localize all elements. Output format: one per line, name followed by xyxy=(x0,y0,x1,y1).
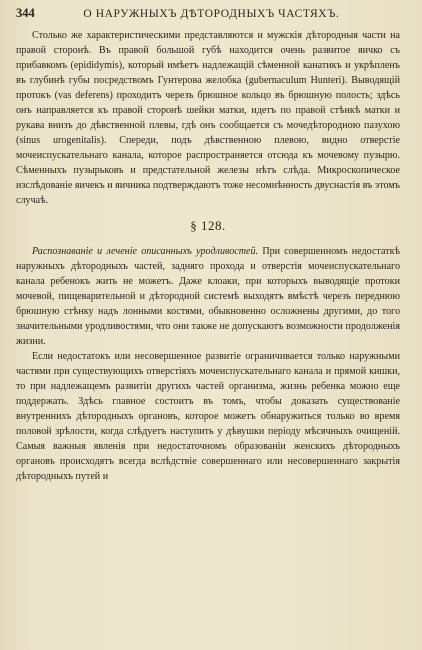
running-head xyxy=(16,6,400,24)
running-title: О НАРУЖНЫХЪ ДѢТОРОДНЫХЪ ЧАСТЯХЪ. xyxy=(83,8,340,20)
paragraph-hermaphrodite-description: Столько же характеристическими представляются и мужскія дѣтородныя части на правой сторонѣ. Въ правой большой губѣ находится очень развитое яичко съ прибавкомъ (epididymis), который имѣетъ надлежащій сѣменной канатикъ и укрѣпленъ въ глубинѣ губы посредствомъ Гунтерова желобка (gubernaculum Hunteri). Выводящій протокъ (vas deferens) проходитъ черезъ брюшное кольцо въ брюшную полость; здѣсь онъ направляется къ правой сторонѣ шейки матки, идетъ по правой стѣнкѣ матки и рукава внизъ до дѣвственной плевы, гдѣ онъ сообщается съ мочедѣтородною пазухою (sinus urogenitalis). Спереди, подъ дѣвственною плевою, видно отверстіе мочеиспускательнаго канала, которое распространяется отсюда къ мочевому пузырю. Сѣменныхъ пузырьковъ и предстательной железы нѣтъ слѣда. Микроскопическое изслѣдованіе яичекъ и яичника подтверждаютъ тоже несомнѣнность двуснастія въ этомъ случаѣ. xyxy=(16,30,400,206)
section-heading-italic: Распознаваніе и леченіе описанныхъ уродливостей. xyxy=(32,246,259,257)
section-number: § 128. xyxy=(190,218,226,233)
paragraph-external-defects: Если недостатокъ или несовершенное развитіе ограничивается только наружными частями при существующихъ отверстіяхъ мочеиспускательнаго канала и прямой кишки, то при надлежащемъ развитіи другихъ частей организма, жизнь ребенка можно еще поддержать. Здѣсь главное состоитъ въ томъ, чтобы доказать существованіе внутреннихъ дѣтородныхъ органовъ, которое можетъ обнаружиться только во время половой зрѣлости, когда слѣдуетъ наступить у дѣвушки періоду мѣсячныхъ очищеній. Самыя важныя явленія при недостаточномъ образованіи женскихъ дѣтородныхъ органовъ происходятъ всегда вслѣдствіе совершеннаго или несовершеннаго закрытія дѣтородныхъ путей и xyxy=(16,351,400,482)
paragraph-diagnosis-treatment xyxy=(16,244,400,349)
page-number: 344 xyxy=(16,6,35,20)
section-paragraph-text: При совершенномъ недостаткѣ наружныхъ дѣтородныхъ частей, задняго прохода и отверстія мочеиспускательнаго канала ребенокъ жить не можетъ. Даже клоаки, при которыхъ выводящіе протоки мочевой, пищеварительной и дѣтородной системѣ выходятъ вмѣстѣ черезъ переднюю брюшную стѣнку надъ лонными костями, обыкновенно осложнены другими, до того значительными уродливостями, что они также не допускаютъ возможности продолженія жизни. xyxy=(16,246,400,347)
